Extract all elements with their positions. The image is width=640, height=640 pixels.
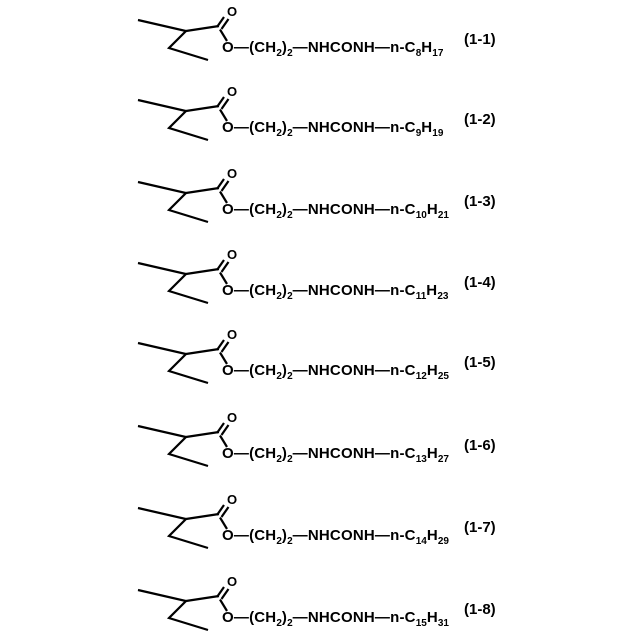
hydrogen-symbol: H (421, 119, 433, 136)
compound-row (0, 325, 640, 397)
urea-chain-text: —NHCONH—n-C (292, 362, 416, 379)
hydrogen-count-subscript: 21 (437, 210, 449, 221)
compound-number-label: (1-8) (464, 601, 496, 618)
alkyl-backbone-bonds (138, 20, 208, 60)
carbonyl-carbon-bond (186, 432, 219, 437)
hydrogen-count-subscript: 31 (437, 618, 449, 629)
formula-text (222, 40, 443, 57)
repeat-subscript: 2 (287, 48, 293, 59)
ch2-subscript: 2 (276, 371, 282, 382)
carbonyl-carbon-bond (186, 188, 219, 193)
carbonyl-oxygen-label: O (226, 247, 238, 262)
urea-chain-text: —NHCONH—n-C (292, 119, 416, 136)
ch2-subscript: 2 (276, 291, 282, 302)
carbonyl-oxygen-label: O (226, 410, 238, 425)
carbonyl-oxygen-label: O (226, 4, 238, 19)
carbonyl-carbon-bond (186, 596, 219, 601)
compound-row (0, 164, 640, 236)
repeat-subscript: 2 (287, 291, 293, 302)
carbonyl-carbon-bond (186, 26, 219, 31)
hydrogen-symbol: H (426, 282, 438, 299)
compound-number-label: (1-1) (464, 31, 496, 48)
hydrogen-symbol: H (426, 609, 438, 626)
carbonyl-oxygen-label: O (226, 84, 238, 99)
compound-number-label: (1-7) (464, 519, 496, 536)
hydrogen-symbol: H (426, 445, 438, 462)
alkyl-backbone-bonds (138, 426, 208, 466)
carbon-count-subscript: 11 (415, 291, 427, 302)
urea-chain-text: —NHCONH—n-C (292, 609, 416, 626)
formula-text (222, 446, 449, 463)
hydrogen-count-subscript: 23 (437, 291, 449, 302)
repeat-subscript: 2 (287, 454, 293, 465)
compound-row (0, 408, 640, 480)
formula-prefix: O—(CH (222, 282, 277, 299)
formula-prefix: O—(CH (222, 609, 277, 626)
close-paren: ) (281, 39, 288, 56)
urea-chain-text: —NHCONH—n-C (292, 39, 416, 56)
carbon-count-subscript: 9 (415, 128, 422, 139)
carbon-count-subscript: 12 (415, 371, 427, 382)
urea-chain-text: —NHCONH—n-C (292, 282, 416, 299)
carbon-count-subscript: 8 (415, 48, 422, 59)
hydrogen-symbol: H (421, 39, 433, 56)
formula-text (222, 610, 449, 627)
hydrogen-count-subscript: 19 (432, 128, 444, 139)
urea-chain-text: —NHCONH—n-C (292, 201, 416, 218)
compound-number-label: (1-3) (464, 193, 496, 210)
formula-text (222, 363, 449, 380)
carbonyl-carbon-bond (186, 514, 219, 519)
carbonyl-oxygen-label: O (226, 327, 238, 342)
carbon-count-subscript: 13 (415, 454, 427, 465)
close-paren: ) (281, 445, 288, 462)
carbonyl-carbon-bond (186, 349, 219, 354)
formula-text (222, 528, 449, 545)
alkyl-backbone-bonds (138, 343, 208, 383)
hydrogen-symbol: H (426, 527, 438, 544)
close-paren: ) (281, 119, 288, 136)
formula-prefix: O—(CH (222, 362, 277, 379)
ch2-subscript: 2 (276, 210, 282, 221)
formula-text (222, 283, 448, 300)
carbon-count-subscript: 15 (415, 618, 427, 629)
compound-number-label: (1-2) (464, 111, 496, 128)
hydrogen-symbol: H (426, 362, 438, 379)
repeat-subscript: 2 (287, 536, 293, 547)
compound-row (0, 572, 640, 640)
formula-prefix: O—(CH (222, 39, 277, 56)
carbonyl-carbon-bond (186, 106, 219, 111)
close-paren: ) (281, 201, 288, 218)
carbon-count-subscript: 14 (415, 536, 427, 547)
repeat-subscript: 2 (287, 371, 293, 382)
alkyl-backbone-bonds (138, 590, 208, 630)
close-paren: ) (281, 609, 288, 626)
carbonyl-oxygen-label: O (226, 492, 238, 507)
compound-row (0, 82, 640, 154)
carbonyl-oxygen-label: O (226, 166, 238, 181)
hydrogen-count-subscript: 17 (432, 48, 444, 59)
compound-row (0, 245, 640, 317)
urea-chain-text: —NHCONH—n-C (292, 445, 416, 462)
formula-text (222, 202, 449, 219)
formula-prefix: O—(CH (222, 201, 277, 218)
hydrogen-symbol: H (426, 201, 438, 218)
carbonyl-oxygen-label: O (226, 574, 238, 589)
carbon-count-subscript: 10 (415, 210, 427, 221)
ch2-subscript: 2 (276, 128, 282, 139)
compound-number-label: (1-4) (464, 274, 496, 291)
repeat-subscript: 2 (287, 128, 293, 139)
compound-number-label: (1-6) (464, 437, 496, 454)
ch2-subscript: 2 (276, 454, 282, 465)
urea-chain-text: —NHCONH—n-C (292, 527, 416, 544)
alkyl-backbone-bonds (138, 508, 208, 548)
compound-row (0, 2, 640, 74)
hydrogen-count-subscript: 25 (437, 371, 449, 382)
formula-prefix: O—(CH (222, 119, 277, 136)
formula-prefix: O—(CH (222, 445, 277, 462)
ch2-subscript: 2 (276, 618, 282, 629)
close-paren: ) (281, 362, 288, 379)
alkyl-backbone-bonds (138, 182, 208, 222)
repeat-subscript: 2 (287, 210, 293, 221)
formula-prefix: O—(CH (222, 527, 277, 544)
carbonyl-carbon-bond (186, 269, 219, 274)
repeat-subscript: 2 (287, 618, 293, 629)
hydrogen-count-subscript: 29 (437, 536, 449, 547)
formula-text (222, 120, 443, 137)
close-paren: ) (281, 527, 288, 544)
close-paren: ) (281, 282, 288, 299)
compound-row (0, 490, 640, 562)
ch2-subscript: 2 (276, 48, 282, 59)
hydrogen-count-subscript: 27 (437, 454, 449, 465)
compound-number-label: (1-5) (464, 354, 496, 371)
alkyl-backbone-bonds (138, 100, 208, 140)
ch2-subscript: 2 (276, 536, 282, 547)
alkyl-backbone-bonds (138, 263, 208, 303)
